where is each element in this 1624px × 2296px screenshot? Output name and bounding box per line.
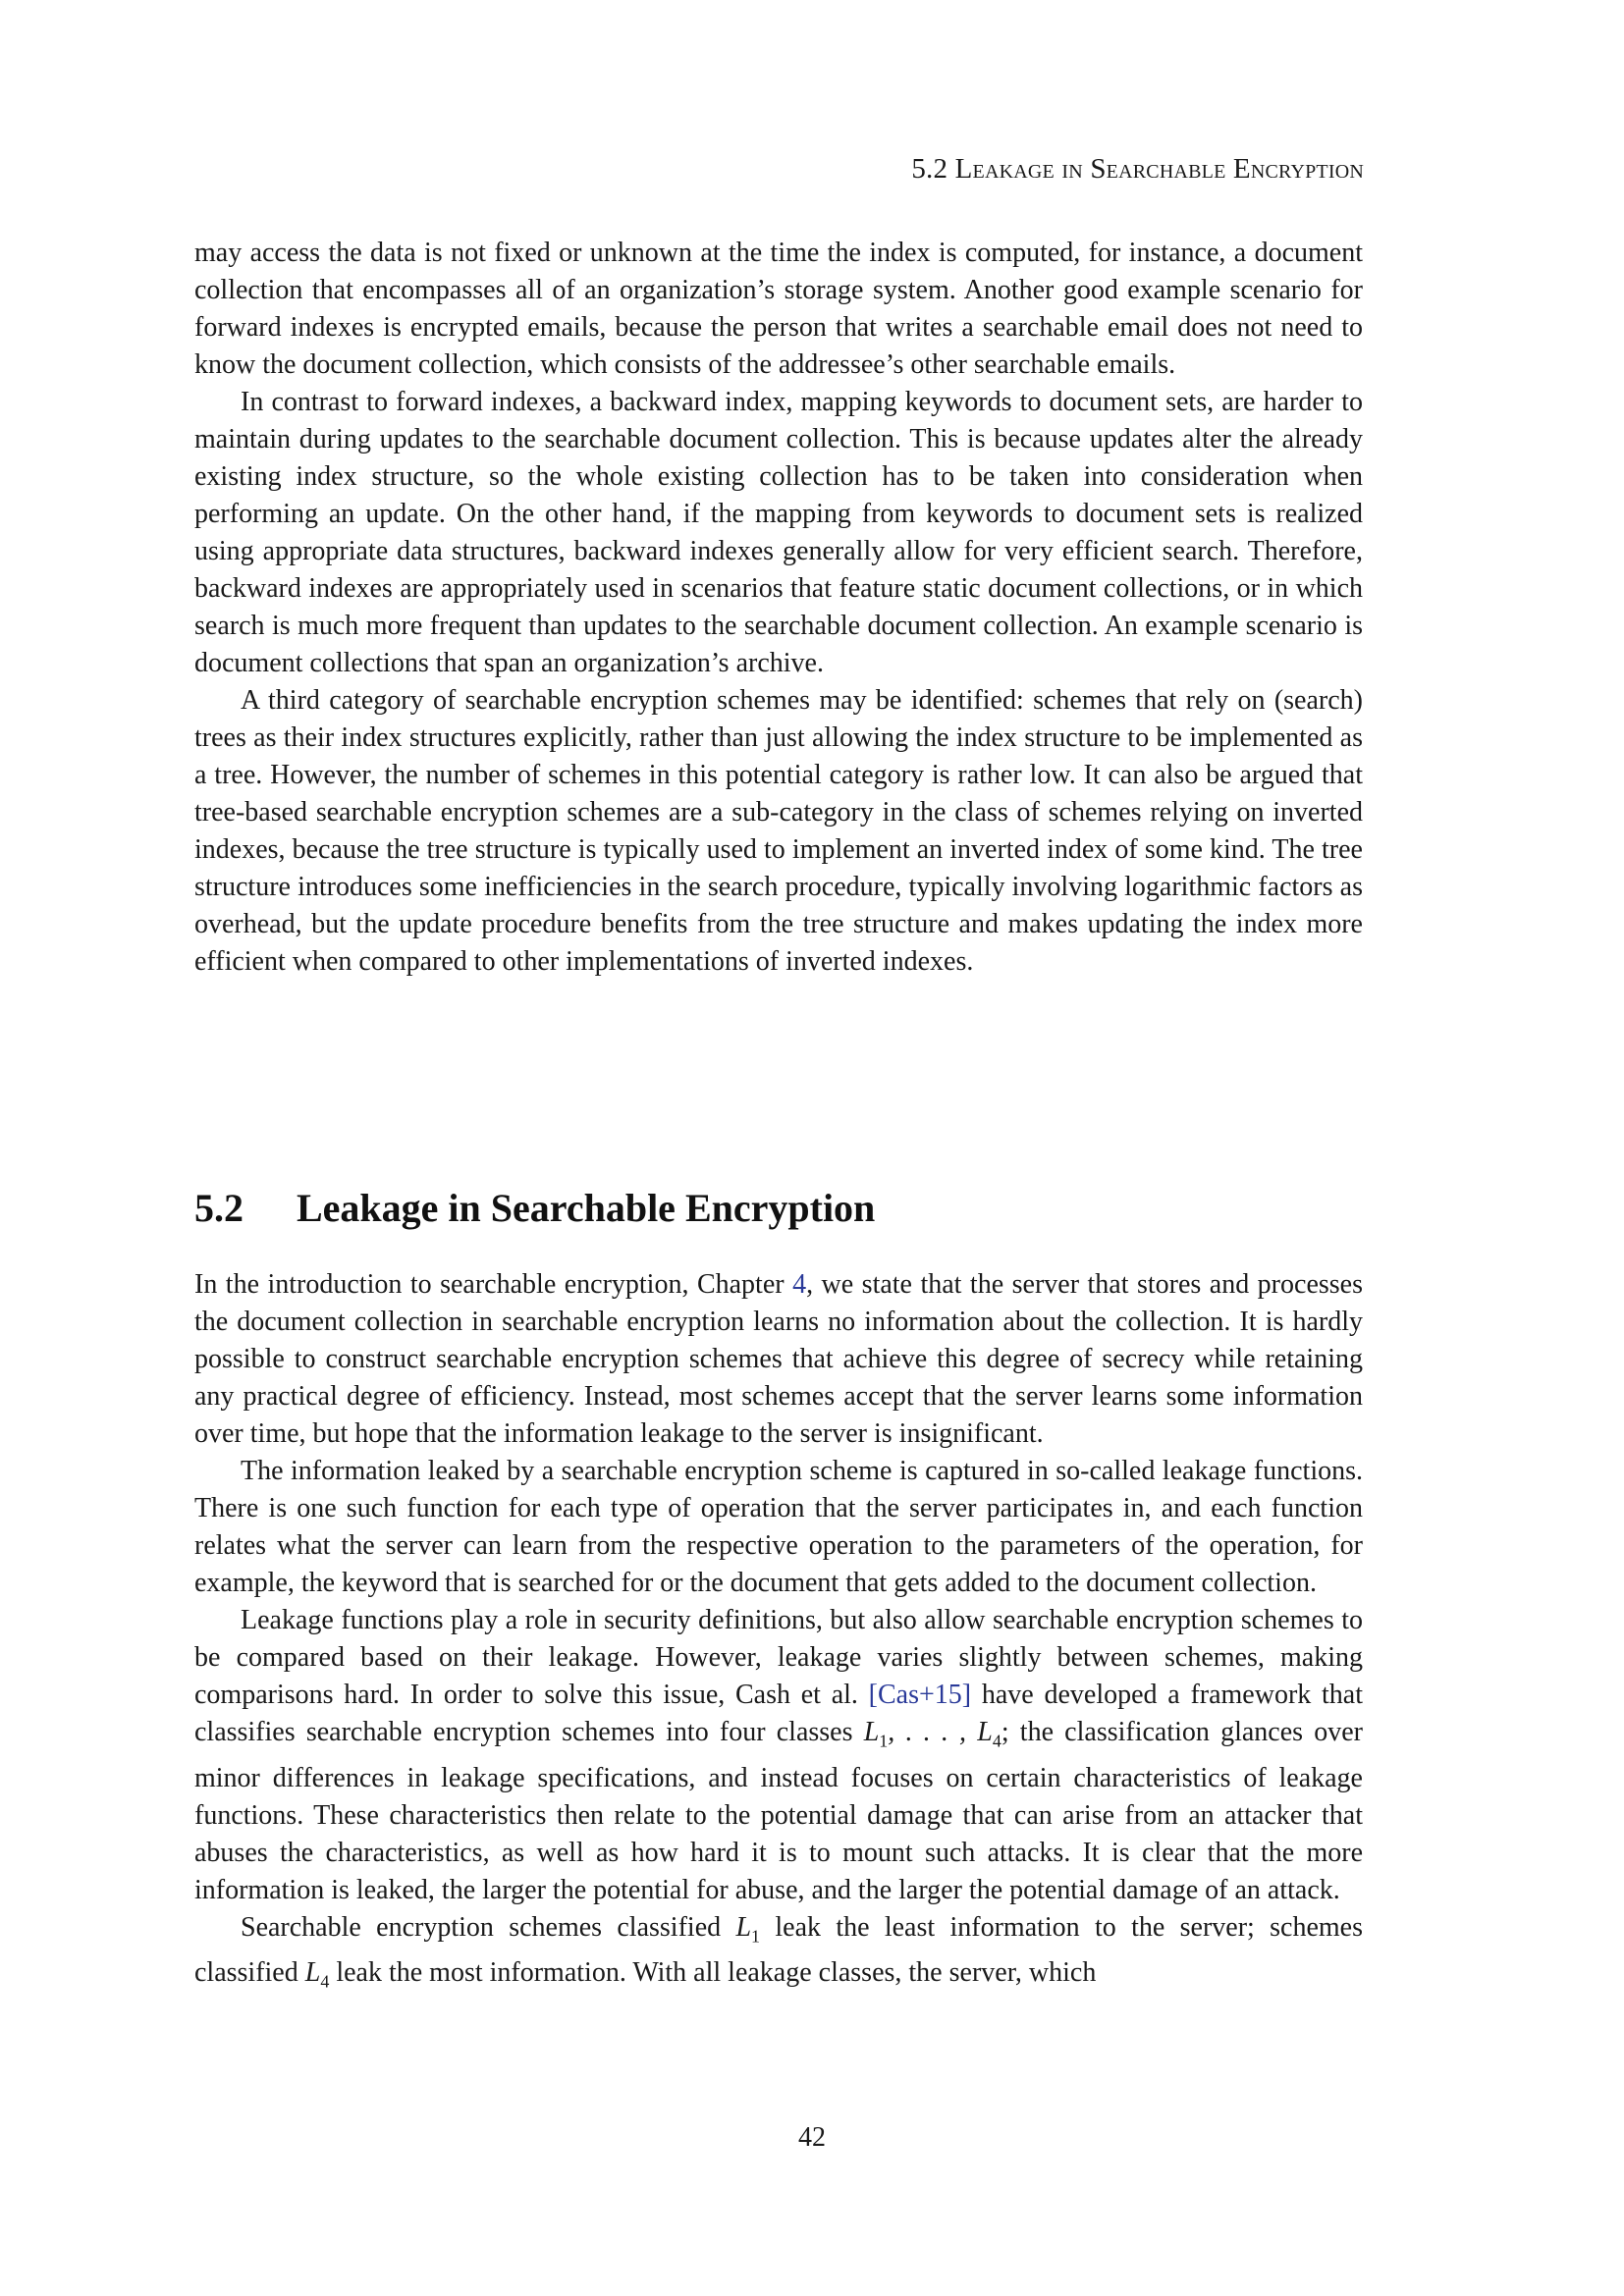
- math-inline: $L_1$: [735, 1911, 761, 1947]
- paragraph: [194, 1909, 1363, 2001]
- section-number: 5.2: [194, 1186, 244, 1230]
- paragraph: A third category of searchable encryption schemes may be identified: schemes that rely on (search) trees as their index structures explicitly, rather than just allowing the index structure to be implemented as a tree. However, the number of schemes in this potential category is rather low. It can also be argued that tree-based searchable encryption schemes are a sub-category in the class of schemes relying on inverted indexes, because the tree structure is typically used to implement an inverted index of some kind. The tree structure introduces some inefficiencies in the search procedure, typically involving logarithmic factors as overhead, but the update procedure benefits from the tree structure and makes updating the index more efficient when compared to other implementations of inverted indexes.: [194, 685, 1363, 977]
- paragraph: [194, 1602, 1363, 1909]
- paragraph: may access the data is not fixed or unknown at the time the index is computed, for instance, a document collection that encompasses all of an organization’s storage system. Another good example scenario for forward indexes is encrypted emails, because the person that writes a searchable email does not need to know the document collection, which consists of the addressee’s other searchable emails.: [194, 238, 1363, 380]
- text-run: have developed a framework that classifies searchable encryption schemes into four classes: [194, 1680, 1363, 1747]
- running-head: 5.2 Leakage in Searchable Encryption: [911, 153, 1364, 185]
- text-run: In the introduction to searchable encryption, Chapter: [194, 1269, 793, 1300]
- chapter-link[interactable]: 4: [792, 1269, 807, 1300]
- text-run: ; the classification glances over minor differences in leakage specifications, and instead focuses on certain characteristics of leakage functions. These characteristics then relate to the potential damage that can arise from an attacker that abuses the characteristics, as well as how hard it is to mount such attacks. It is clear that the more information is leaked, the larger the potential for abuse, and the larger the potential damage of an attack.: [194, 1717, 1364, 1905]
- math-inline: $L_4$: [304, 1957, 330, 1992]
- text-run: , we state that the server that stores and processes the document collection in searchable encryption learns no information about the collection. It is hardly possible to construct searchable encryption schemes that achieve this degree of secrecy while retaining any practical degree of efficiency. Instead, most schemes accept that the server learns some information over time, but hope that the information leakage to the server is insignificant.: [194, 1269, 1363, 1449]
- body-text-top: [194, 235, 1363, 981]
- section-title: Leakage in Searchable Encryption: [297, 1186, 876, 1230]
- page-number: 42: [798, 2122, 826, 2153]
- text-run: leak the most information. With all leakage classes, the server, which: [329, 1957, 1097, 1989]
- paragraph: In contrast to forward indexes, a backward index, mapping keywords to document sets, are harder to maintain during updates to the searchable document collection. This is because updates alter the already existing index structure, so the whole existing collection has to be taken into consideration when performing an update. On the other hand, if the mapping from keywords to document sets is realized using appropriate data structures, backward indexes generally allow for very efficient search. Therefore, backward indexes are appropriately used in scenarios that feature static document collections, or in which search is much more frequent than updates to the searchable document collection. An example scenario is document collections that span an organization’s archive.: [194, 387, 1363, 678]
- text-run: Searchable encryption schemes classified: [241, 1911, 736, 1943]
- text-run: Leakage functions play a role in security definitions, but also allow searchable encryption schemes to be compared based on their leakage. However, leakage varies slightly between schemes, making comparisons hard. In order to solve this issue, Cash et al.: [194, 1605, 1363, 1710]
- section-heading: [194, 1185, 875, 1231]
- paragraph: [194, 1266, 1363, 1453]
- citation-link[interactable]: [Cas+15]: [868, 1680, 972, 1710]
- paragraph: The information leaked by a searchable encryption scheme is captured in so-called leakage functions. There is one such function for each type of operation that the server participates in, and each function relates what the server can learn from the respective operation to the parameters of the operation, for example, the keyword that is searched for or the document that gets added to the document collection.: [194, 1456, 1363, 1598]
- body-text-section: [194, 1266, 1363, 2001]
- text-run: leak the least information to the server; schemes classified: [194, 1911, 1363, 1989]
- math-inline: $L_1$, . . . , $L_4$: [863, 1717, 1001, 1751]
